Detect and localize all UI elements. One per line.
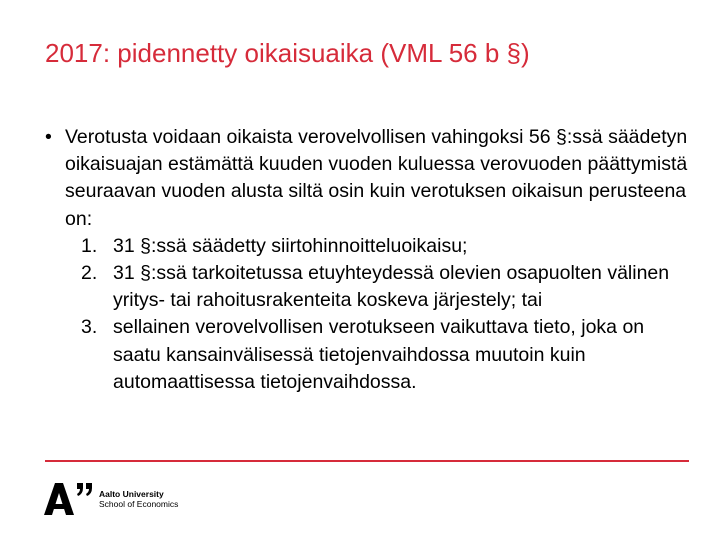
logo-line-university: Aalto University xyxy=(99,489,164,499)
list-item-number: 3. xyxy=(81,316,98,339)
footer-divider xyxy=(45,460,689,462)
list-item-text: sellainen verovelvollisen verotukseen vaikuttava tieto, joka on saatu kansainvälisessä tietojenvaihdossa muutoin kuin automaattisessa tietojenvaihdossa. xyxy=(113,316,645,393)
numbered-list xyxy=(45,233,695,396)
list-item xyxy=(45,314,695,396)
slide-title: 2017: pidennetty oikaisuaika (VML 56 b §) xyxy=(45,38,530,68)
bullet-text: Verotusta voidaan oikaista verovelvollisen vahingoksi 56 §:ssä säädetyn oikaisuajan estämättä kuuden vuoden kuluessa verovuoden päättymistä seuraavan vuoden alusta siltä osin kuin verotuksen oikaisun perusteena on: xyxy=(65,126,688,230)
list-item-text: 31 §:ssä säädetty siirtohinnoitteluoikaisu; xyxy=(113,234,468,257)
logo-line-school: School of Economics xyxy=(99,499,179,509)
list-item xyxy=(45,233,695,260)
aalto-logo xyxy=(44,481,244,515)
list-item xyxy=(45,260,695,314)
list-item-number: 2. xyxy=(81,262,98,285)
list-item-text: 31 §:ssä tarkoitetussa etuyhteydessä olevien osapuolten välinen yritys- tai rahoitusrakenteita koskeva järjestely; tai xyxy=(113,262,670,312)
aalto-logo-icon xyxy=(44,481,94,515)
bullet-mark: • xyxy=(45,126,52,148)
slide-content xyxy=(45,124,695,396)
bullet-point xyxy=(45,124,695,233)
list-item-number: 1. xyxy=(81,234,98,257)
logo-text xyxy=(99,489,178,509)
